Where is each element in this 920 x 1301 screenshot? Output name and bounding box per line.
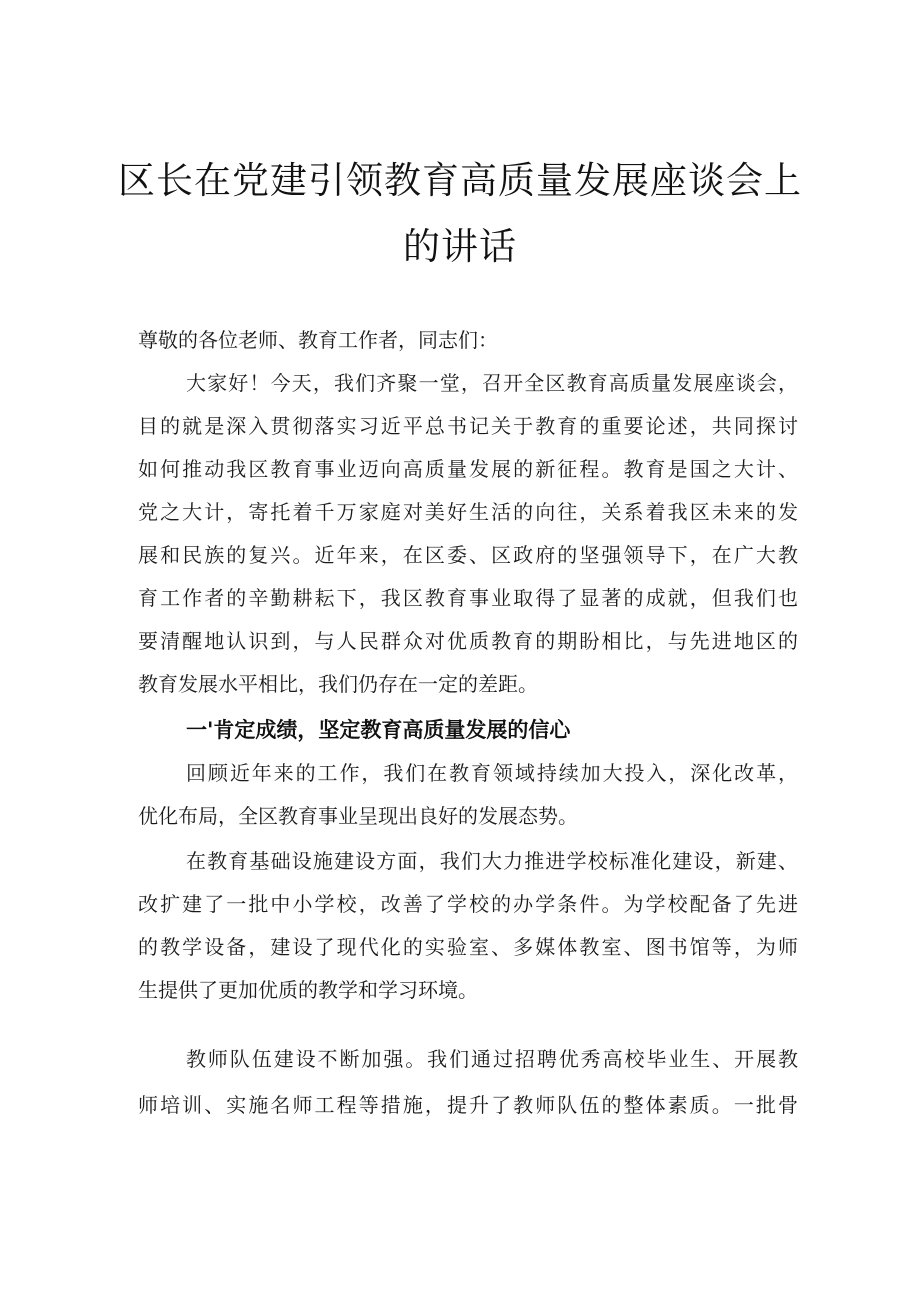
paragraph-line: 生提供了更加优质的教学和学习环境。 [138,978,478,1002]
paragraph-line: 师培训、实施名师工程等措施，提升了教师队伍的整体素质。一批骨 [138,1093,798,1117]
section-heading-1: 一'肯定成绩，坚定教育高质量发展的信心 [186,718,571,742]
paragraph-line: 改扩建了一批中小学校，改善了学校的办学条件。为学校配备了先进 [138,892,798,916]
paragraph-line: 党之大计，寄托着千万家庭对美好生活的向往，关系着我区未来的发 [138,500,798,524]
paragraph-line: 教育发展水平相比，我们仍存在一定的差距。 [138,672,538,696]
paragraph-line: 的教学设备，建设了现代化的实验室、多媒体教室、图书馆等，为师 [138,935,798,959]
paragraph-line: 回顾近年来的工作，我们在教育领域持续加大投入，深化改革， [186,761,798,785]
paragraph-line: 育工作者的辛勤耕耘下，我区教育事业取得了显著的成就，但我们也 [138,586,798,610]
document-title-line-1: 区长在党建引领教育高质量发展座谈会上 [118,159,802,202]
document-title-line-2: 的讲话 [403,225,517,268]
paragraph-line: 要清醒地认识到，与人民群众对优质教育的期盼相比，与先进地区的 [138,629,798,653]
paragraph-line: 展和民族的复兴。近年来，在区委、区政府的坚强领导下，在广大教 [138,543,798,567]
paragraph-line: 教师队伍建设不断加强。我们通过招聘优秀高校毕业生、开展教 [186,1047,798,1071]
salutation: 尊敬的各位老师、教育工作者，同志们： [138,328,498,352]
paragraph-line: 优化布局，全区教育事业呈现出良好的发展态势。 [138,804,578,828]
paragraph-line: 大家好！今天，我们齐聚一堂，召开全区教育高质量发展座谈会， [186,371,798,395]
paragraph-line: 在教育基础设施建设方面，我们大力推进学校标准化建设，新建、 [186,849,798,873]
paragraph-line: 目的就是深入贯彻落实习近平总书记关于教育的重要论述，共同探讨 [138,414,798,438]
paragraph-line: 如何推动我区教育事业迈向高质量发展的新征程。教育是国之大计、 [138,457,798,481]
